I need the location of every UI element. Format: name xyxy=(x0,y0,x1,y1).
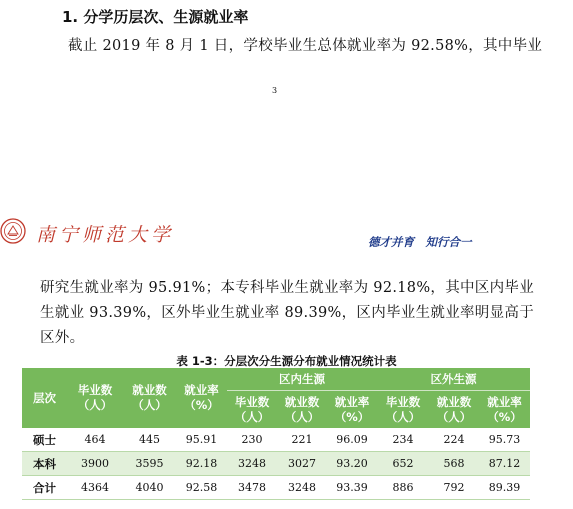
table-cell: 95.91 xyxy=(176,428,227,452)
header-out-region: 区外生源 xyxy=(377,368,530,391)
table-cell: 95.73 xyxy=(479,428,530,452)
table-cell: 652 xyxy=(377,452,429,476)
university-motto: 德才并育 知行合一 xyxy=(368,235,472,249)
table-cell: 886 xyxy=(377,476,429,500)
table-cell: 89.39 xyxy=(479,476,530,500)
table-row xyxy=(22,452,530,476)
table-cell: 87.12 xyxy=(479,452,530,476)
row-label: 合计 xyxy=(22,476,67,500)
subheader-out-graduates: 毕业数（人） xyxy=(377,391,429,429)
table-cell: 230 xyxy=(227,428,277,452)
table-cell: 3478 xyxy=(227,476,277,500)
table-cell: 3900 xyxy=(67,452,123,476)
table-cell: 568 xyxy=(429,452,479,476)
table-cell: 93.20 xyxy=(327,452,377,476)
table-cell: 93.39 xyxy=(327,476,377,500)
table-cell: 4364 xyxy=(67,476,123,500)
table-cell: 3248 xyxy=(277,476,327,500)
subheader-out-employed: 就业数（人） xyxy=(429,391,479,429)
paragraph-line: 研究生就业率为 95.91%；本专科毕业生就业率为 92.18%，其中区内毕业 xyxy=(40,280,534,296)
table-cell: 96.09 xyxy=(327,428,377,452)
table-cell: 464 xyxy=(67,428,123,452)
table-cell: 4040 xyxy=(123,476,176,500)
paragraph-line: 生就业 93.39%，区外毕业生就业率 89.39%，区内毕业生就业率明显高于 xyxy=(40,305,534,321)
paragraph-body xyxy=(40,276,540,351)
page-number: 3 xyxy=(272,86,278,95)
header-employed: 就业数（人） xyxy=(123,368,176,428)
table-cell: 224 xyxy=(429,428,479,452)
subheader-in-graduates: 毕业数（人） xyxy=(227,391,277,429)
header-graduates: 毕业数（人） xyxy=(67,368,123,428)
table-cell: 3027 xyxy=(277,452,327,476)
university-seal-icon xyxy=(0,218,26,244)
table-row xyxy=(22,428,530,452)
header-level: 层次 xyxy=(22,368,67,428)
university-name: 南宁师范大学 xyxy=(36,224,175,246)
employment-stats-table xyxy=(22,368,530,500)
subheader-in-rate: 就业率（%） xyxy=(327,391,377,429)
paragraph-line: 区外。 xyxy=(40,330,85,346)
table-cell: 221 xyxy=(277,428,327,452)
table-caption: 表 1-3：分层次分生源分布就业情况统计表 xyxy=(176,354,397,368)
section-heading: 1. 分学历层次、生源就业率 xyxy=(62,8,249,26)
table-cell: 3248 xyxy=(227,452,277,476)
table-row xyxy=(22,476,530,500)
table-cell: 792 xyxy=(429,476,479,500)
header-in-region: 区内生源 xyxy=(227,368,377,391)
table-cell: 92.58 xyxy=(176,476,227,500)
subheader-in-employed: 就业数（人） xyxy=(277,391,327,429)
row-label: 硕士 xyxy=(22,428,67,452)
subheader-out-rate: 就业率（%） xyxy=(479,391,530,429)
paragraph-top: 截止 2019 年 8 月 1 日，学校毕业生总体就业率为 92.58%，其中毕业 xyxy=(68,38,543,54)
table-cell: 3595 xyxy=(123,452,176,476)
table-cell: 234 xyxy=(377,428,429,452)
table-cell: 445 xyxy=(123,428,176,452)
table-cell: 92.18 xyxy=(176,452,227,476)
row-label: 本科 xyxy=(22,452,67,476)
header-rate: 就业率（%） xyxy=(176,368,227,428)
